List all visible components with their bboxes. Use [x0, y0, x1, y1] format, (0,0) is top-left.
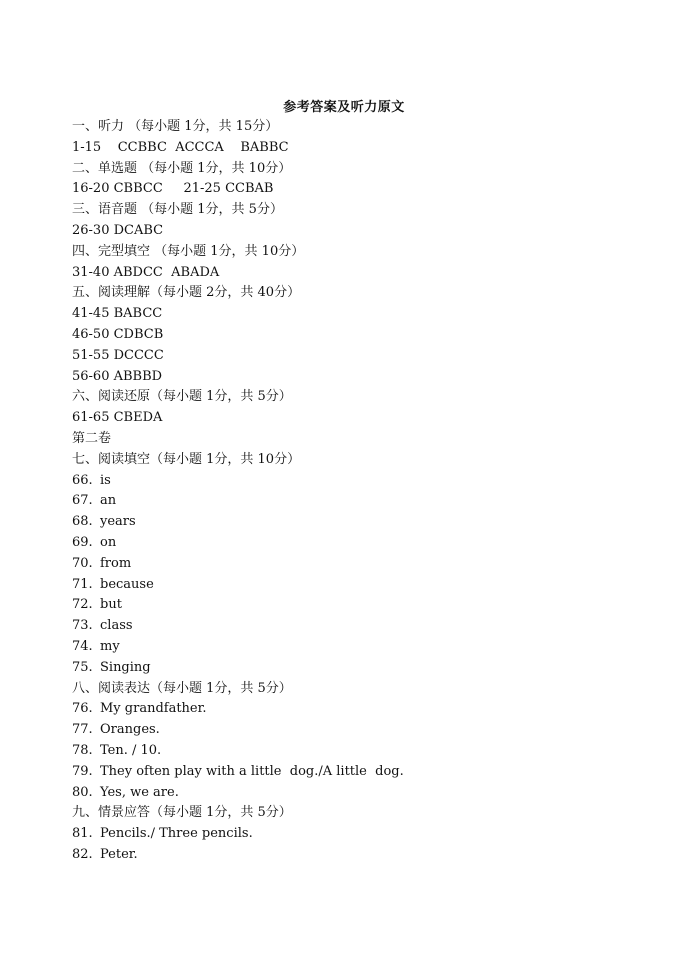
item-number: 72.	[72, 597, 93, 613]
item-answer: years	[100, 514, 136, 530]
item-number: 75.	[72, 659, 93, 675]
item-number: 77.	[72, 722, 93, 738]
answer-item	[72, 658, 632, 679]
answer-item	[72, 720, 632, 741]
item-number: 76.	[72, 701, 93, 717]
section-heading: 九、情景应答（每小题 1分，共 5分）	[72, 805, 292, 821]
item-answer: Pencils./ Three pencils.	[100, 826, 253, 842]
item-number: 67.	[72, 493, 93, 509]
item-answer: is	[100, 472, 111, 488]
item-number: 69.	[72, 534, 93, 550]
answer-list	[72, 117, 632, 866]
item-answer: Oranges.	[100, 722, 160, 738]
section-heading: 四、完型填空 （每小题 1分，共 10分）	[72, 243, 305, 259]
item-number: 81.	[72, 826, 93, 842]
item-answer: class	[100, 618, 133, 634]
section-heading: 三、语音题 （每小题 1分，共 5分）	[72, 202, 283, 218]
answer-line: 41-45 BABCC	[72, 306, 163, 322]
item-answer: on	[100, 534, 117, 550]
item-number: 68.	[72, 514, 93, 530]
answer-item	[72, 637, 632, 658]
item-answer: Singing	[100, 659, 151, 675]
answer-line: 1-15 CCBBC ACCCA BABBC	[72, 139, 289, 155]
item-answer: from	[100, 555, 132, 571]
answer-item	[72, 471, 632, 492]
answer-line: 51-55 DCCCC	[72, 347, 164, 363]
answer-item	[72, 824, 632, 845]
section-heading: 五、阅读理解（每小题 2分，共 40分）	[72, 285, 301, 301]
answer-line: 56-60 ABBBD	[72, 368, 163, 384]
item-answer: because	[100, 576, 154, 592]
document-title: 参考答案及听力原文	[283, 100, 405, 115]
item-number: 79.	[72, 763, 93, 779]
answer-item	[72, 533, 632, 554]
item-number: 82.	[72, 846, 93, 862]
item-number: 66.	[72, 472, 93, 488]
item-answer: an	[100, 493, 117, 509]
answer-item	[72, 741, 632, 762]
answer-item	[72, 512, 632, 533]
answer-item	[72, 491, 632, 512]
section-heading: 八、阅读表达（每小题 1分，共 5分）	[72, 680, 292, 696]
answer-item	[72, 554, 632, 575]
section-heading: 第二卷	[72, 430, 112, 446]
item-answer: my	[100, 638, 120, 654]
section-heading: 六、阅读还原（每小题 1分，共 5分）	[72, 389, 292, 405]
item-answer: but	[100, 597, 122, 613]
item-number: 74.	[72, 638, 93, 654]
item-answer: They often play with a little dog./A little dog.	[100, 763, 404, 779]
answer-item	[72, 762, 632, 783]
answer-item	[72, 616, 632, 637]
answer-line: 26-30 DCABC	[72, 222, 164, 238]
item-number: 78.	[72, 742, 93, 758]
item-number: 70.	[72, 555, 93, 571]
section-heading: 七、阅读填空（每小题 1分，共 10分）	[72, 451, 301, 467]
answer-item	[72, 575, 632, 596]
item-number: 80.	[72, 784, 93, 800]
answer-line: 61-65 CBEDA	[72, 410, 163, 426]
answer-line: 31-40 ABDCC ABADA	[72, 264, 220, 280]
item-answer: My grandfather.	[100, 701, 207, 717]
item-answer: Ten. / 10.	[100, 742, 162, 758]
answer-item	[72, 699, 632, 720]
answer-item	[72, 845, 632, 866]
item-answer: Yes, we are.	[100, 784, 179, 800]
section-heading: 一、听力 （每小题 1分，共 15分）	[72, 119, 279, 134]
item-number: 73.	[72, 618, 93, 634]
answer-line: 46-50 CDBCB	[72, 326, 164, 342]
answer-item	[72, 595, 632, 616]
answer-line: 16-20 CBBCC 21-25 CCBAB	[72, 181, 274, 197]
item-answer: Peter.	[100, 846, 138, 862]
section-heading: 二、单选题 （每小题 1分，共 10分）	[72, 160, 292, 176]
answer-item	[72, 783, 632, 804]
item-number: 71.	[72, 576, 93, 592]
